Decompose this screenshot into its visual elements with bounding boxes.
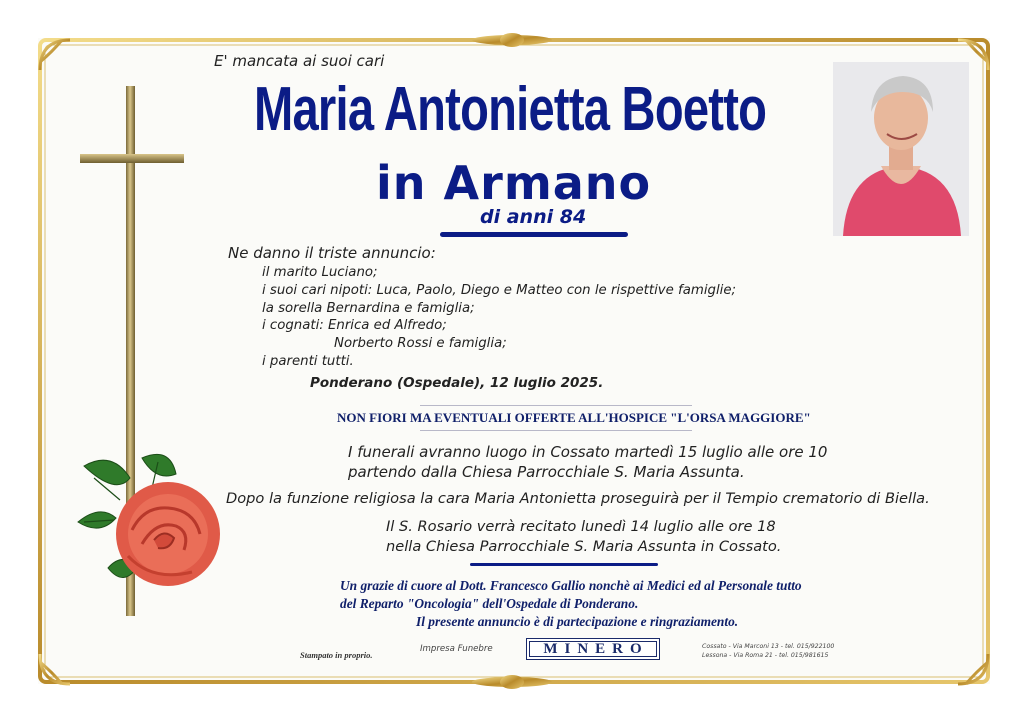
family-line: i parenti tutti. <box>262 353 354 369</box>
family-list <box>262 264 736 371</box>
family-line: Norberto Rossi e famiglia; <box>334 336 507 352</box>
divider <box>420 405 692 406</box>
family-line: il marito Luciano; <box>262 265 378 280</box>
thanks-line: Un grazie di cuore al Dott. Francesco Gallio nonchè ai Medici ed al Personale tutto <box>340 578 802 593</box>
portrait-photo <box>833 62 969 236</box>
printed-note: Stampato in proprio. <box>300 650 373 660</box>
thanks-text <box>340 577 802 631</box>
rose-icon <box>72 448 236 604</box>
donation-notice: NON FIORI MA EVENTUALI OFFERTE ALL'HOSPICE "L'ORSA MAGGIORE" <box>337 410 811 425</box>
married-name: in Armano <box>376 156 652 210</box>
thanks-line: del Reparto "Oncologia" dell'Ospedale di Ponderano. <box>340 596 639 611</box>
place-date: Ponderano (Ospedale), 12 luglio 2025. <box>310 375 604 391</box>
age-underline <box>440 232 628 237</box>
intro-text: E' mancata ai suoi cari <box>214 52 385 70</box>
rosary-line: nella Chiesa Parrocchiale S. Maria Assunta in Cossato. <box>386 538 782 555</box>
address-line: Cossato - Via Marconi 13 - tel. 015/922100 <box>702 643 835 650</box>
funeral-line: I funerali avranno luogo in Cossato martedì 15 luglio alle ore 10 <box>348 443 828 461</box>
funeral-line: partendo dalla Chiesa Parrocchiale S. Maria Assunta. <box>348 463 745 481</box>
rosary-line: Il S. Rosario verrà recitato lunedì 14 luglio alle ore 18 <box>386 518 776 535</box>
announcement-intro: Ne danno il triste annuncio: <box>228 244 436 262</box>
rosary-info <box>386 517 781 557</box>
address-line: Lessona - Via Roma 21 - tel. 015/981615 <box>702 652 829 659</box>
family-line: i suoi cari nipoti: Luca, Paolo, Diego e Matteo con le rispettive famiglie; <box>262 282 737 298</box>
family-line: i cognati: Enrica ed Alfredo; <box>262 318 447 334</box>
company-label: Impresa Funebre <box>420 644 493 654</box>
funeral-home-logo: MINERO <box>526 638 660 660</box>
divider <box>420 430 692 431</box>
funeral-info <box>348 442 827 482</box>
section-underline <box>470 563 658 566</box>
cremation-info: Dopo la funzione religiosa la cara Maria Antonietta proseguirà per il Tempio crematorio di Biella. <box>226 490 930 507</box>
deceased-name: Maria Antonietta Boetto <box>254 75 767 144</box>
family-line: la sorella Bernardina e famiglia; <box>262 300 475 316</box>
age-text: di anni 84 <box>480 206 587 228</box>
funeral-home-address <box>702 642 834 660</box>
thanks-line: Il presente annuncio è di partecipazione e ringraziamento. <box>416 614 739 629</box>
